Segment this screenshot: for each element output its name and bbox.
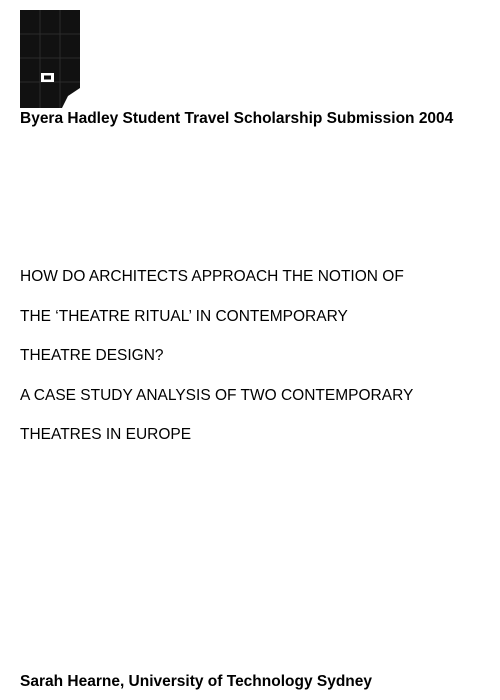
scholarship-title: Byera Hadley Student Travel Scholarship Submission 2004 bbox=[20, 110, 454, 127]
question-line: A CASE STUDY ANALYSIS OF TWO CONTEMPORARY bbox=[20, 386, 414, 404]
question-line: THEATRES IN EUROPE bbox=[20, 426, 192, 443]
research-question bbox=[20, 257, 490, 455]
question-line: THE ‘THEATRE RITUAL’ IN CONTEMPORARY bbox=[20, 307, 348, 325]
question-line: THEATRE DESIGN? bbox=[20, 347, 164, 364]
university-logo-icon bbox=[20, 10, 80, 108]
author-line: Sarah Hearne, University of Technology Sydney bbox=[20, 673, 373, 690]
question-line: HOW DO ARCHITECTS APPROACH THE NOTION OF bbox=[20, 268, 404, 285]
